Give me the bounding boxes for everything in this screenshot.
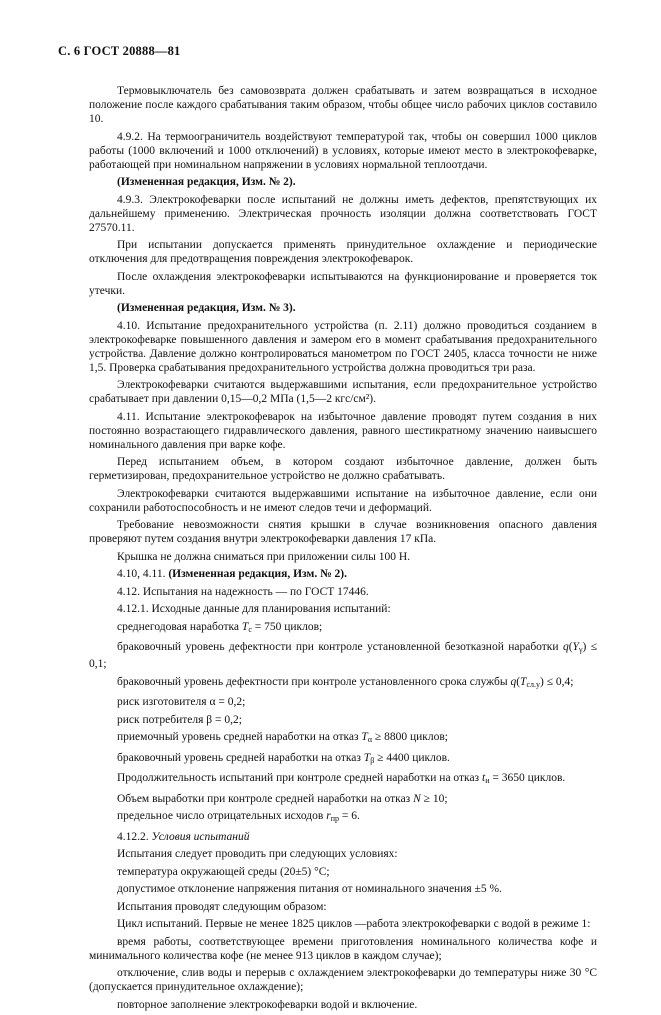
label: браковочный уровень средней наработки на отказ	[117, 751, 361, 764]
paragraph: отключение, слив воды и перерыв с охлаждением электрокофеварки до температуры ниже 30 °С (допускается принудительное охлаждение);	[89, 967, 597, 993]
label: браковочный уровень дефектности при контроле установленного срока службы	[117, 675, 508, 688]
reliability-accept: приемочный уровень средней наработки на отказ $T_\alpha \ge 8800$ циклов;	[117, 731, 448, 744]
edit-prefix: 4.10, 4.11.	[117, 568, 166, 580]
value: = 750 циклов;	[254, 620, 323, 633]
edit-note: (Измененная редакция, Изм. № 2).	[168, 568, 347, 580]
value: = 3650 циклов.	[492, 772, 566, 784]
symbol: T	[241, 620, 249, 633]
paragraph: температура окружающей среды (20±5) °С;	[117, 865, 330, 878]
conditions-title: Условия испытаний	[151, 830, 250, 843]
paragraph: допустимое отклонение напряжения питания от номинального значения ±5 %.	[117, 883, 502, 895]
symbol-sub: c	[248, 624, 252, 634]
mfr-risk: риск изготовителя α = 0,2;	[117, 696, 246, 708]
reliability-reject: браковочный уровень дефектности при контроле установленной безотказной наработки $q(Y_\gamma) \le 0,1$;	[89, 641, 597, 670]
paragraph: повторное заполнение электрокофеварки водой и включение.	[117, 998, 418, 1011]
paragraph: 4.11. Испытание электрокофеварок на избыточное давление проводят путем создания в них постоянно возрастающего гидравлического давления, равного шестикратному значению наивысшего номинального давления при варке кофе.	[89, 410, 597, 451]
paragraph: Электрокофеварки считаются выдержавшими испытания, если предохранительное устройство срабатывает при давлении 0,15—0,2 МПа (1,5—2 кгс/см²).	[89, 379, 597, 405]
paragraph: Испытания проводят следующим образом:	[117, 900, 327, 913]
reliability-reject3: браковочный уровень средней наработки на отказ $T_\beta \ge 4400$ циклов.	[117, 751, 450, 765]
paragraph: время работы, соответствующее времени приготовления номинального количества кофе и минимального количества кофе (не менее 913 циклов в каждом случае);	[89, 935, 597, 962]
paragraph: Термовыключатель без самовозврата должен срабатывать и затем возвращаться в исходное положение после каждого срабатывания таким образом, чтобы общее число рабочих циклов составило 10.	[89, 85, 597, 125]
conditions-heading	[89, 830, 597, 844]
limit: предельное число отрицательных исходов $r_{пр} = 6$.	[117, 810, 360, 823]
paragraph: Электрокофеварки считаются выдержавшими испытание на избыточное давление, если они сохранили работоспособность и не имеют следов течи и деформаций.	[89, 487, 597, 514]
value: = 6.	[341, 810, 360, 822]
paragraph: 4.12. Испытания на надежность — по ГОСТ 17446.	[117, 585, 369, 598]
paragraph: 4.12.1. Исходные данные для планирования испытаний:	[117, 603, 391, 615]
value: ≥ 8800 циклов;	[374, 731, 448, 743]
duration: Продолжительность испытаний при контроле средней наработки на отказ $t_и = 3650$ циклов.	[117, 772, 566, 785]
paragraph: После охлаждения электрокофеварки испытываются на функционирование и проверяется ток утечки.	[89, 270, 597, 297]
reliability-annual	[89, 620, 597, 637]
symbol: q	[562, 641, 569, 653]
volume: Объем выработки при контроле средней наработки на отказ N ≥ 10;	[117, 792, 448, 805]
page-header: С. 6 ГОСТ 20888—81	[58, 44, 181, 58]
edit-note: (Измененная редакция, Изм. № 2).	[117, 176, 296, 188]
label: браковочный уровень дефектности при контроле установленной безотказной наработки	[117, 641, 559, 653]
value: ≥ 10;	[423, 792, 448, 805]
label: предельное число отрицательных исходов	[117, 810, 324, 822]
value: ≤ 0,4;	[546, 675, 574, 688]
label: среднегодовая наработка	[117, 620, 240, 633]
reliability-reject2: браковочный уровень дефектности при контроле установленного срока службы $q(T_{сл.у}) \le 0,4$;	[117, 675, 574, 689]
edit-line	[89, 567, 597, 581]
paragraph: Крышка не должна сниматься при приложении силы 100 Н.	[117, 550, 411, 563]
label: приемочный уровень средней наработки на отказ	[117, 731, 359, 743]
symbol: q	[510, 675, 517, 688]
paragraph: Перед испытанием объем, в котором создают избыточное давление, должен быть герметизирован, предохранительное устройство не должно срабатывать.	[89, 456, 597, 482]
paragraph: 4.9.3. Электрокофеварки после испытаний не должны иметь дефектов, препятствующих их дальнейшему применению. Электрическая прочность изоляции должна соответствовать ГОСТ 27570.11.	[89, 193, 597, 234]
value: ≤ 0,1;	[89, 641, 597, 670]
paragraph: Цикл испытаний. Первые не менее 1825 циклов —работа электрокофеварки с водой в режиме 1:	[117, 918, 591, 930]
paragraph: 4.10. Испытание предохранительного устройства (п. 2.11) должно проводиться созданием в электрокофеварке повышенного давления и замером его в момент срабатывания предохранительного устройства. Давление должно контролироваться манометром по ГОСТ 2405, класса точности не ниже 1,5. Проверка срабатывания предохранительного устройства должна проводиться три раза.	[89, 319, 597, 374]
label: Продолжительность испытаний при контроле средней наработки на отказ	[117, 772, 480, 784]
document-body	[89, 84, 597, 1015]
value: ≥ 4400 циклов.	[377, 751, 450, 764]
cons-risk: риск потребителя β = 0,2;	[117, 713, 242, 726]
paragraph: Требование невозможности снятия крышки в случае возникновения опасного давления проверяют путем создания внутри электрокофеварки давления 17 кПа.	[89, 519, 597, 545]
conditions-prefix: 4.12.2.	[117, 830, 149, 843]
label: Объем выработки при контроле средней наработки на отказ	[117, 792, 411, 805]
paragraph: 4.9.2. На термоограничитель воздействуют температурой так, чтобы он совершил 1000 циклов работы (1000 включений и 1000 отключений) в условиях, которые имеют место в электрокофеварке, работающей при номинальном напряжении в условиях нормальной теплоотдачи.	[89, 130, 597, 171]
paragraph: Испытания следует проводить при следующих условиях:	[117, 848, 398, 860]
edit-note: (Измененная редакция, Изм. № 3).	[117, 302, 296, 314]
paragraph: При испытании допускается применять принудительное охлаждение и периодические отключения для предотвращения повреждения электрокофеварок.	[89, 239, 597, 265]
